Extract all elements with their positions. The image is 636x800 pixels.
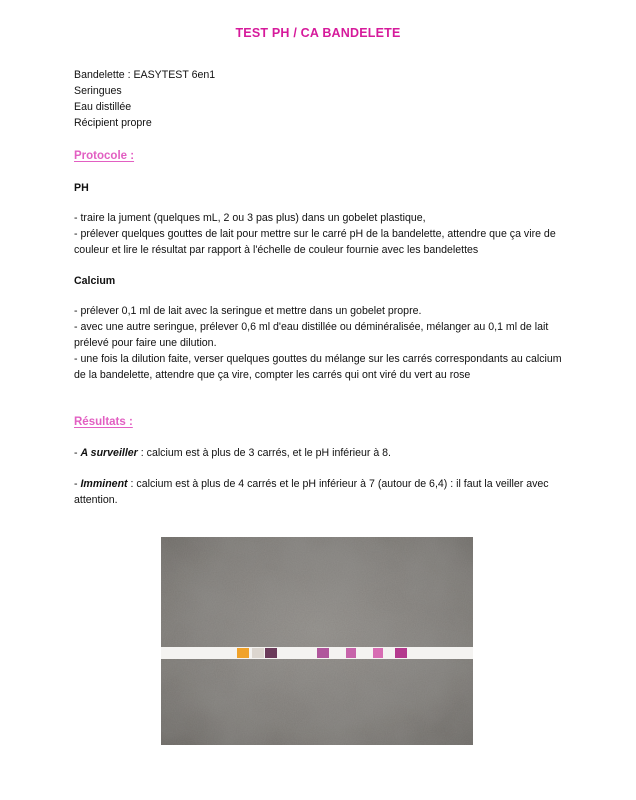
- result-text: : calcium est à plus de 4 carrés et le pH inférieur à 7 (autour de 6,4) : il faut la veiller avec attention.: [74, 478, 549, 506]
- results-heading: Résultats :: [74, 416, 133, 428]
- material-item: Récipient propre: [74, 117, 152, 129]
- result-item: [74, 476, 566, 508]
- material-item: Seringues: [74, 85, 122, 97]
- document-title: TEST PH / CA BANDELETE: [235, 26, 401, 40]
- results-heading-wrap: [74, 414, 574, 430]
- result-item: [74, 445, 574, 461]
- result-label: A surveiller: [80, 447, 138, 459]
- result-text: : calcium est à plus de 3 carrés, et le pH inférieur à 8.: [137, 447, 392, 459]
- protocol-heading-wrap: [74, 148, 574, 164]
- strip-square: [317, 648, 329, 658]
- strip-square: [346, 648, 356, 658]
- result-prefix: -: [74, 478, 81, 490]
- calcium-steps: [74, 303, 566, 383]
- strip-square: [395, 648, 407, 658]
- test-strip: [161, 647, 473, 659]
- strip-square: [373, 648, 383, 658]
- result-prefix: -: [74, 447, 81, 459]
- test-strip-photo: [161, 537, 473, 745]
- strip-square: [237, 648, 249, 658]
- materials-list: [74, 67, 574, 131]
- ph-step: - prélever quelques gouttes de lait pour mettre sur le carré pH de la bandelette, attendre que ça vire de couleur et lire le résultat par rapport à l'échelle de couleur fournie avec les bandelettes: [74, 228, 556, 256]
- protocol-heading: Protocole :: [74, 150, 135, 162]
- calcium-step: - prélever 0,1 ml de lait avec la seringue et mettre dans un gobelet propre.: [74, 305, 422, 317]
- ph-step: - traire la jument (quelques mL, 2 ou 3 pas plus) dans un gobelet plastique,: [74, 212, 426, 224]
- strip-square: [252, 648, 264, 658]
- strip-square: [265, 648, 277, 658]
- ph-heading: PH: [74, 182, 89, 194]
- calcium-step: - avec une autre seringue, prélever 0,6 ml d'eau distillée ou déminéralisée, mélanger au 0,1 ml de lait prélevé pour faire une dilution.: [74, 321, 549, 349]
- calcium-step: - une fois la dilution faite, verser quelques gouttes du mélange sur les carrés correspondants au calcium de la bandelette, attendre que ça vire, compter les carrés qui ont viré du vert au rose: [74, 353, 562, 381]
- result-label: Imminent: [80, 478, 128, 490]
- ph-heading-wrap: [74, 180, 574, 196]
- calcium-heading-wrap: [74, 273, 574, 289]
- material-item: Eau distillée: [74, 101, 132, 113]
- ph-steps: [74, 210, 564, 258]
- calcium-heading: Calcium: [74, 275, 116, 287]
- material-item: Bandelette : EASYTEST 6en1: [74, 69, 216, 81]
